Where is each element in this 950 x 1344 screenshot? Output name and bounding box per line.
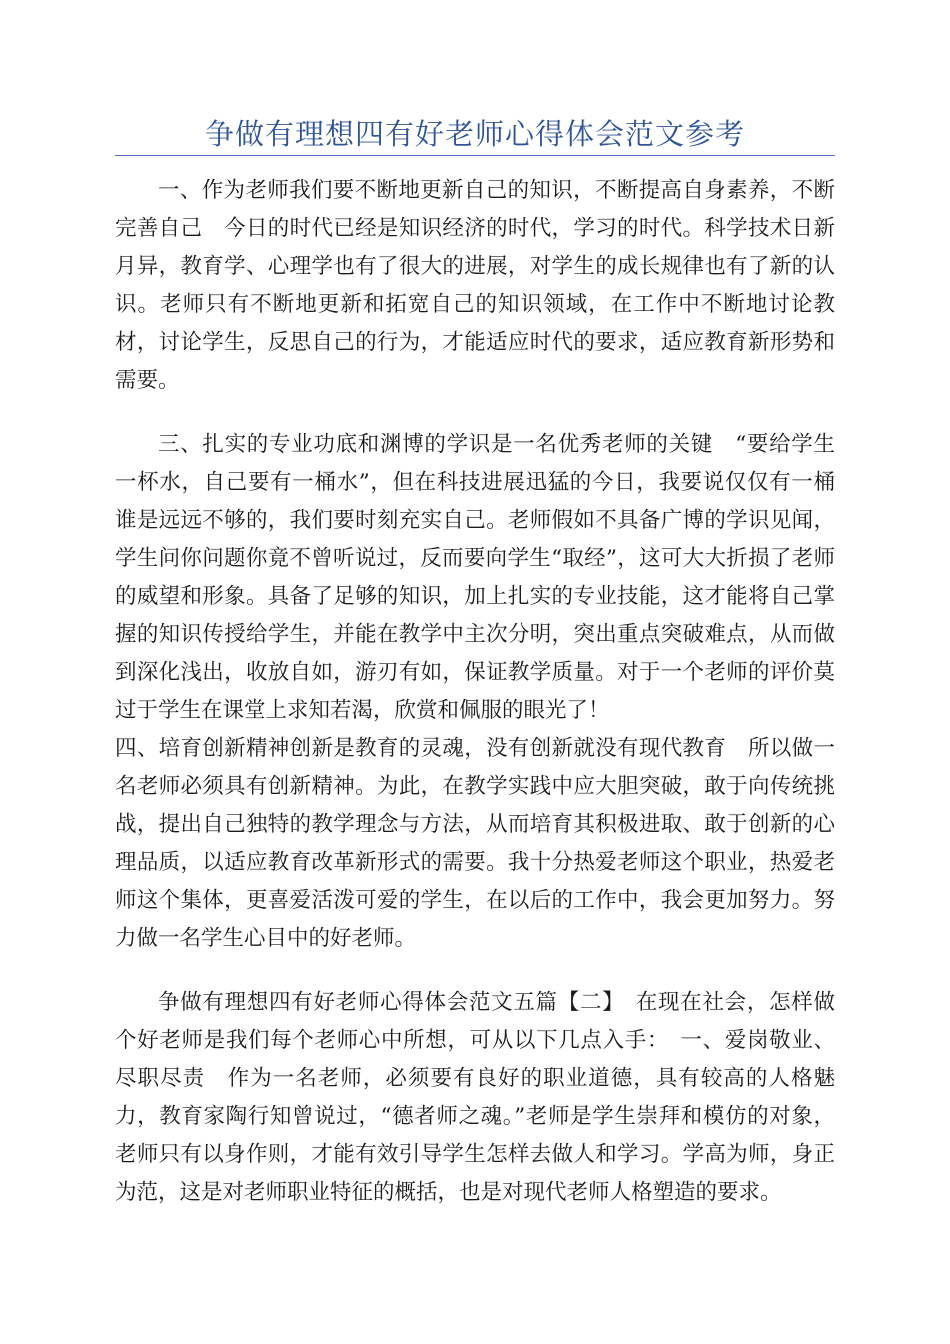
paragraph-1: 一、作为老师我们要不断地更新自己的知识，不断提高自身素养，不断完善自己 今日的时代已经是知识经济的时代，学习的时代。科学技术日新月异，教育学、心理学也有了很大的进展，对学生的成长规律也有了新的认识。老师只有不断地更新和拓宽自己的知识领域，在工作中不断地讨论教材，讨论学生，反思自己的行为，才能适应时代的要求，适应教育新形势和需要。 xyxy=(115,178,835,393)
document-title: 争做有理想四有好老师心得体会范文参考 xyxy=(204,117,745,151)
paragraph-4: 争做有理想四有好老师心得体会范文五篇【二】 在现在社会，怎样做个好老师是我们每个老师心中所想，可从以下几点入手： 一、爱岗敬业、尽职尽责 作为一名老师，必须要有良好的职业道德，具有较高的人格魅力，教育家陶行知曾说过，“德者师之魂。”老师是学生崇拜和模仿的对象，老师只有以身作则，才能有效引导学生怎样去做人和学习。学高为师，身正为范，这是对老师职业特征的概括，也是对现代老师人格塑造的要求。 xyxy=(115,990,835,1205)
title-underline xyxy=(115,155,835,156)
document-body xyxy=(115,172,835,1212)
paragraph-2: 三、扎实的专业功底和渊博的学识是一名优秀老师的关键 “要给学生一杯水，自己要有一桶水”，但在科技进展迅猛的今日，我要说仅仅有一桶谁是远远不够的，我们要时刻充实自己。老师假如不具备广博的学识见闻，学生问你问题你竟不曾听说过，反而要向学生“取经”，这可大大折损了老师的威望和形象。具备了足够的知识，加上扎实的专业技能，这才能将自己掌握的知识传授给学生，并能在教学中主次分明，突出重点突破难点，从而做到深化浅出，收放自如，游刃有如，保证教学质量。对于一个老师的评价莫过于学生在课堂上求知若渴，欣赏和佩服的眼光了！ xyxy=(115,432,835,723)
paragraph-3: 四、培育创新精神创新是教育的灵魂，没有创新就没有现代教育 所以做一名老师必须具有创新精神。为此，在教学实践中应大胆突破，敢于向传统挑战，提出自己独特的教学理念与方法，从而培育其积极进取、敢于创新的心理品质，以适应教育改革新形式的需要。我十分热爱老师这个职业，热爱老师这个集体，更喜爱活泼可爱的学生，在以后的工作中，我会更加努力。努力做一名学生心目中的好老师。 xyxy=(115,736,835,951)
